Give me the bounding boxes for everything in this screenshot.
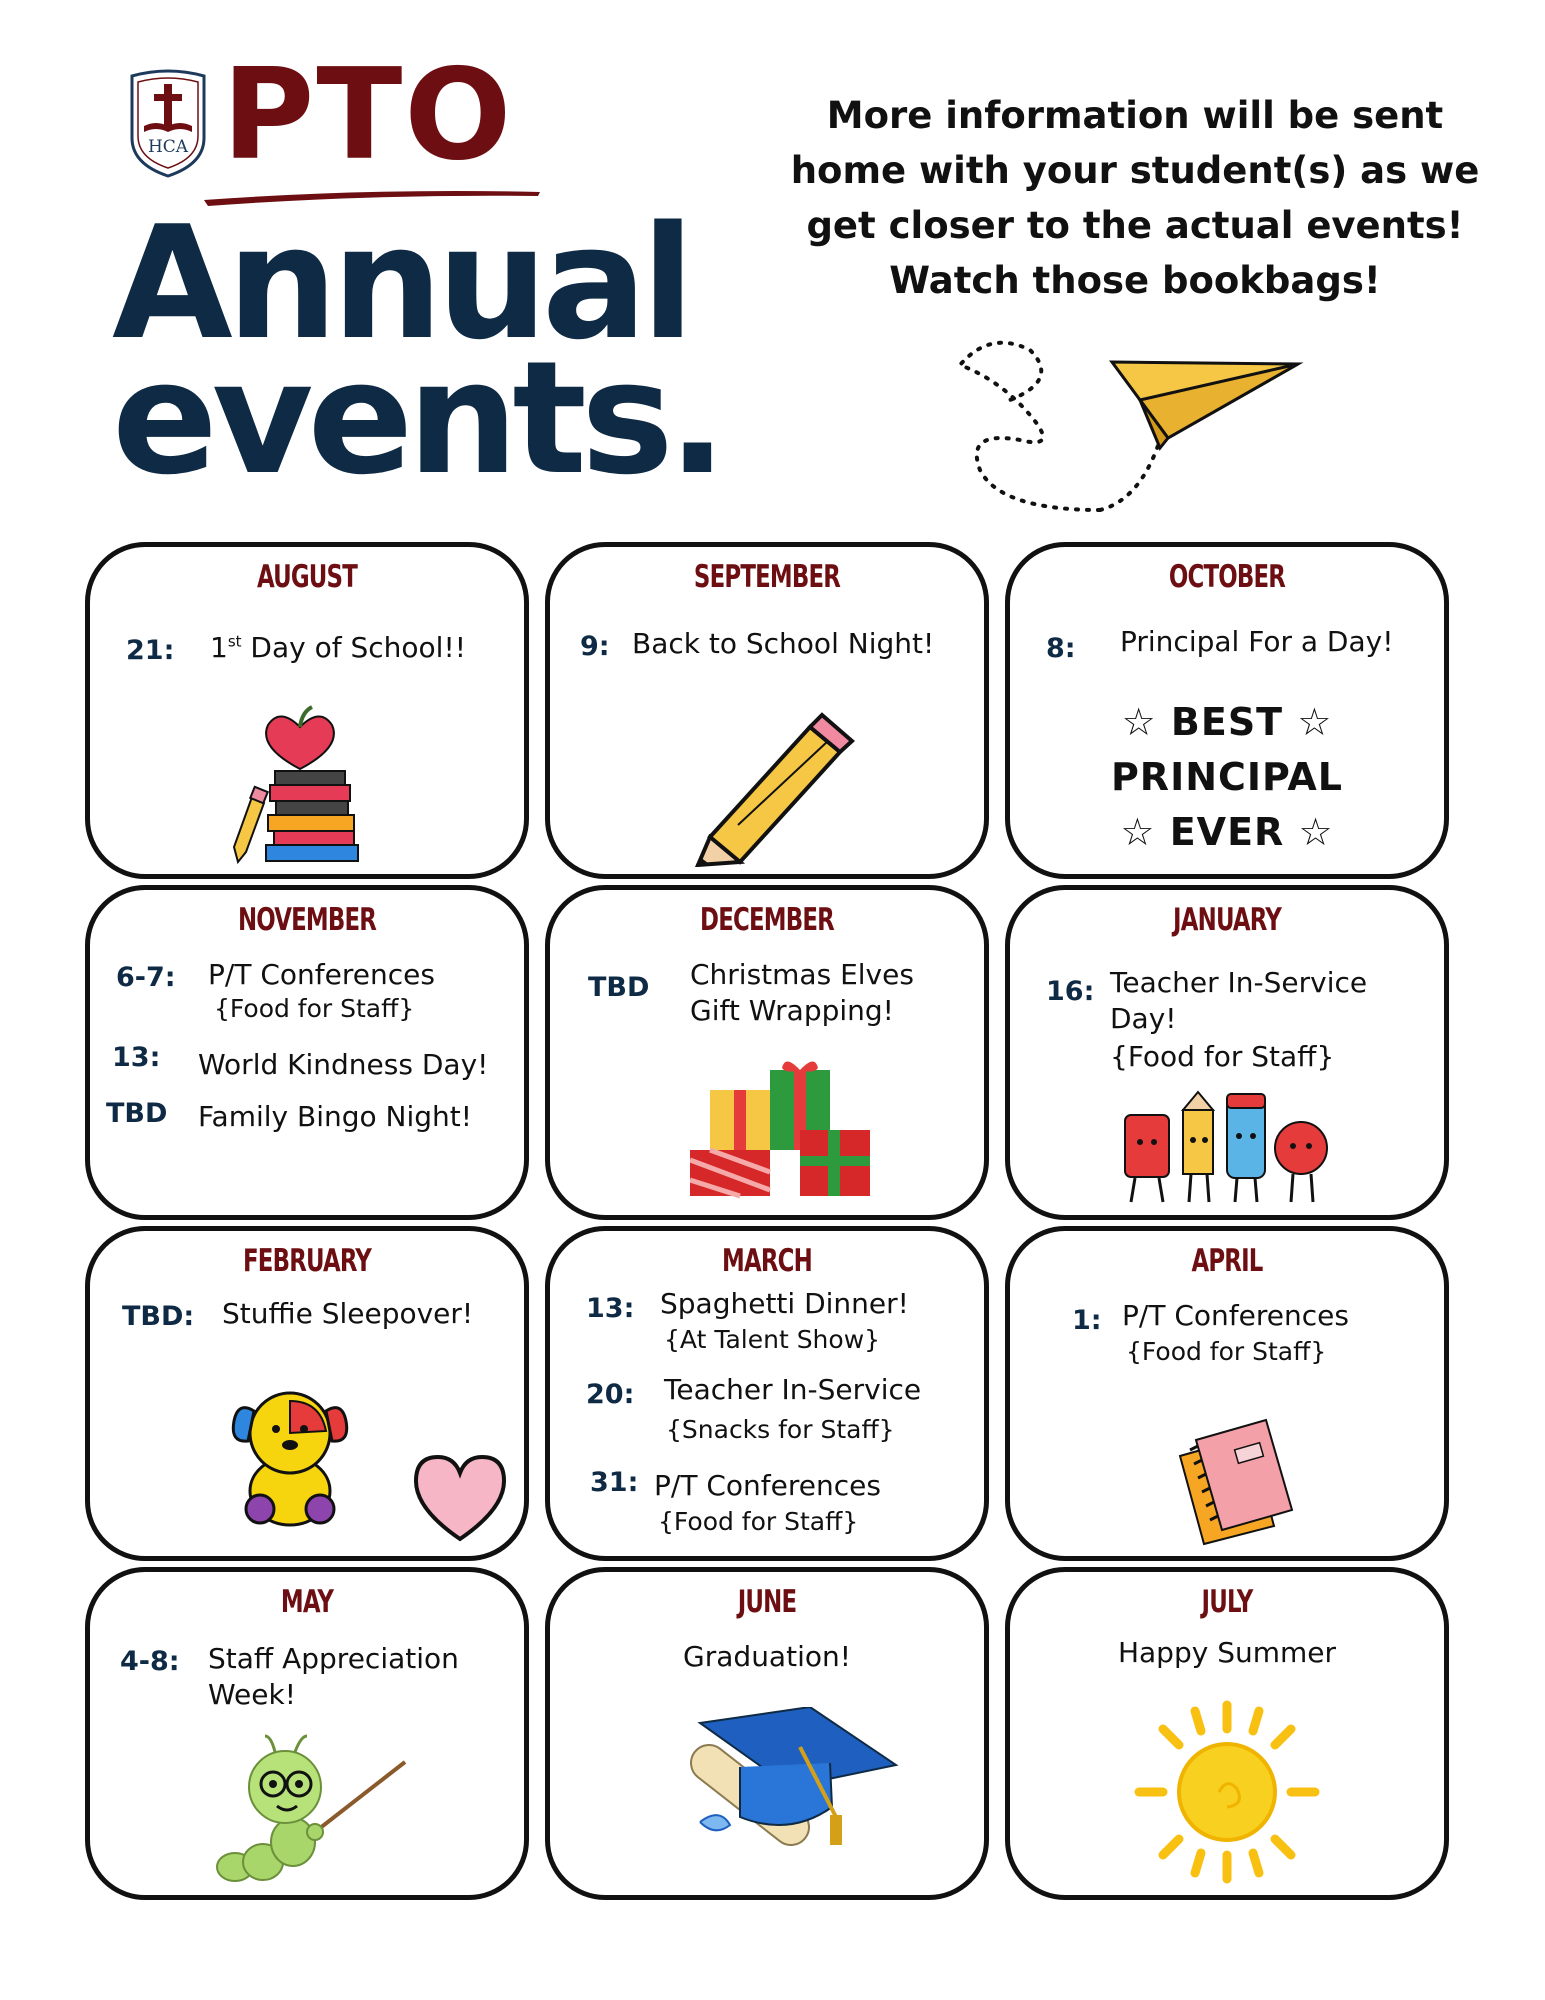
event-subtext: {Food for Staff} bbox=[214, 994, 415, 1023]
pto-heading: PTO bbox=[222, 41, 514, 188]
event-text-pre: 1 bbox=[210, 631, 228, 664]
event-text: Christmas Elves bbox=[690, 958, 914, 991]
card-october bbox=[1005, 542, 1449, 879]
page-title-line2: events. bbox=[112, 327, 722, 509]
card-july bbox=[1005, 1567, 1449, 1900]
stuffed-dog-icon bbox=[230, 1381, 350, 1531]
month-title: APRIL bbox=[1191, 1243, 1263, 1279]
month-title: FEBRUARY bbox=[242, 1243, 371, 1279]
event-text: P/T Conferences bbox=[208, 958, 435, 991]
card-march bbox=[545, 1226, 989, 1561]
caterpillar-teacher-icon bbox=[215, 1732, 415, 1892]
info-line: home with your student(s) as we bbox=[790, 149, 1480, 192]
sun-icon bbox=[1127, 1697, 1327, 1887]
event-text: Happy Summer bbox=[1117, 1636, 1337, 1669]
month-title: JULY bbox=[1201, 1584, 1253, 1620]
event-date: TBD bbox=[106, 1098, 168, 1129]
hca-logo bbox=[128, 68, 208, 178]
event-text: Stuffie Sleepover! bbox=[222, 1297, 474, 1330]
event-text: Staff Appreciation bbox=[208, 1642, 459, 1675]
art-text: EVER bbox=[1169, 810, 1285, 854]
event-date: 6-7: bbox=[116, 962, 176, 993]
event-date: 16: bbox=[1046, 976, 1095, 1007]
event-date: 9: bbox=[580, 631, 610, 662]
card-december bbox=[545, 885, 989, 1220]
event-date: 20: bbox=[586, 1379, 635, 1410]
month-title: JUNE bbox=[737, 1584, 797, 1620]
art-line: ☆ EVER ☆ bbox=[1120, 810, 1334, 854]
event-date: 21: bbox=[126, 635, 175, 666]
art-text: BEST bbox=[1170, 700, 1284, 744]
event-date: TBD: bbox=[122, 1301, 195, 1332]
card-february bbox=[85, 1226, 529, 1561]
month-title: NOVEMBER bbox=[237, 902, 377, 938]
card-may bbox=[85, 1567, 529, 1900]
event-date: 31: bbox=[590, 1467, 639, 1498]
month-title: AUGUST bbox=[257, 559, 357, 595]
card-november bbox=[85, 885, 529, 1220]
info-line: get closer to the actual events! bbox=[806, 204, 1464, 247]
event-text bbox=[210, 631, 466, 664]
event-date: 13: bbox=[586, 1293, 635, 1324]
info-message bbox=[790, 88, 1480, 308]
event-text: Family Bingo Night! bbox=[198, 1100, 472, 1133]
month-title: OCTOBER bbox=[1168, 559, 1286, 595]
card-september bbox=[545, 542, 989, 879]
event-text: Principal For a Day! bbox=[1120, 625, 1394, 658]
card-january bbox=[1005, 885, 1449, 1220]
event-subtext: {Food for Staff} bbox=[1110, 1040, 1335, 1073]
month-title: SEPTEMBER bbox=[693, 559, 841, 595]
event-text: Teacher In-Service bbox=[664, 1373, 922, 1406]
notebook-icon bbox=[1170, 1406, 1300, 1546]
event-text: P/T Conferences bbox=[1122, 1299, 1349, 1332]
art-line: ☆ BEST ☆ bbox=[1121, 700, 1333, 744]
event-subtext: {Food for Staff} bbox=[1126, 1337, 1327, 1366]
event-date: 4-8: bbox=[120, 1646, 180, 1677]
logo-text: HCA bbox=[147, 137, 189, 157]
month-title: DECEMBER bbox=[700, 902, 834, 938]
heart-icon bbox=[410, 1453, 510, 1543]
event-text: Back to School Night! bbox=[632, 627, 935, 660]
event-date: 8: bbox=[1046, 633, 1076, 664]
card-august bbox=[85, 542, 529, 879]
event-text: World Kindness Day! bbox=[198, 1048, 489, 1081]
event-date: 13: bbox=[112, 1042, 161, 1073]
event-subtext: {Snacks for Staff} bbox=[666, 1415, 895, 1444]
books-apple-pencil-icon bbox=[230, 697, 370, 867]
event-date: 1: bbox=[1072, 1305, 1102, 1336]
month-title: MARCH bbox=[722, 1243, 812, 1279]
card-june bbox=[545, 1567, 989, 1900]
event-text-post: Day of School!! bbox=[241, 631, 466, 664]
best-principal-art bbox=[1010, 695, 1444, 860]
event-subtext: {Food for Staff} bbox=[658, 1507, 859, 1536]
event-subtext: Gift Wrapping! bbox=[690, 994, 894, 1027]
graduation-cap-diploma-icon bbox=[660, 1707, 900, 1887]
event-text: Spaghetti Dinner! bbox=[660, 1287, 909, 1320]
info-line: More information will be sent bbox=[826, 94, 1444, 137]
page-title-line1: Annual bbox=[112, 192, 689, 374]
art-line: PRINCIPAL bbox=[1110, 755, 1344, 799]
paper-plane-icon bbox=[940, 320, 1320, 520]
event-date: TBD bbox=[588, 972, 650, 1003]
month-title: MAY bbox=[280, 1584, 334, 1620]
pencil-icon bbox=[690, 707, 860, 867]
school-supplies-characters-icon bbox=[1115, 1090, 1345, 1210]
month-title: JANUARY bbox=[1173, 902, 1281, 938]
card-april bbox=[1005, 1226, 1449, 1561]
event-subtext: Day! bbox=[1110, 1002, 1177, 1035]
gift-boxes-icon bbox=[690, 1060, 870, 1200]
event-subtext: Week! bbox=[208, 1678, 296, 1711]
event-text-sup: st bbox=[227, 632, 242, 651]
event-text: Graduation! bbox=[683, 1640, 851, 1673]
event-subtext: {At Talent Show} bbox=[664, 1325, 881, 1354]
event-text: P/T Conferences bbox=[654, 1469, 881, 1502]
event-text: Teacher In-Service bbox=[1110, 966, 1368, 999]
info-line: Watch those bookbags! bbox=[889, 259, 1381, 302]
